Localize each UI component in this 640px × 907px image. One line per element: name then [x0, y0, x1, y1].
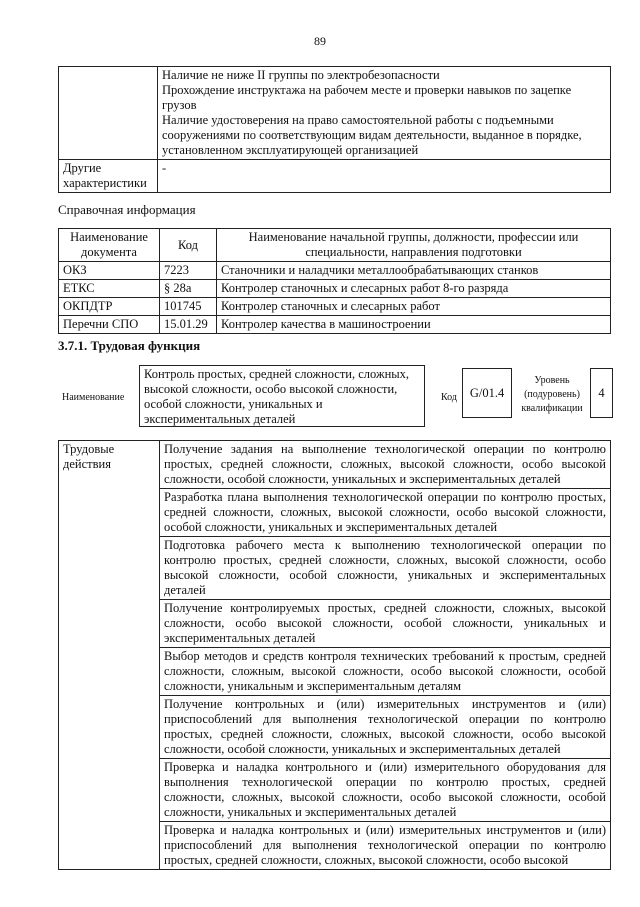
qualification-level-box: 4 — [590, 368, 613, 418]
function-heading: 3.7.1. Трудовая функция — [58, 338, 201, 353]
table-cell: 7223 — [160, 262, 217, 280]
table-row — [59, 298, 611, 316]
labor-actions-table — [58, 440, 611, 870]
table-cell: Перечни СПО — [59, 316, 160, 334]
action-item: Проверка и наладка контрольных и (или) измерительных инструментов и (или) приспособлений для выполнения технологической операции по контролю простых, средней сложности, сложных, высокой сложности, особо высокой — [160, 822, 611, 870]
table-row — [59, 441, 611, 489]
table-cell: ОКЗ — [59, 262, 160, 280]
row-content — [158, 67, 611, 160]
table-cell: ЕТКС — [59, 280, 160, 298]
requirement-line: Наличие удостоверения на право самостоятельной работы с подъемными сооружениями по соответствующим видам деятельности, выданное в порядке, установленном эксплуатирующей организацией — [162, 113, 582, 157]
table-cell: § 28а — [160, 280, 217, 298]
row-content: - — [158, 160, 611, 193]
table-cell: ОКПДТР — [59, 298, 160, 316]
requirement-line: Прохождение инструктажа на рабочем месте и проверки навыков по зацепке грузов — [162, 83, 572, 112]
qualification-level-label: Уровень (подуровень) квалификации — [521, 375, 583, 414]
table-row — [59, 160, 611, 193]
requirements-table — [58, 66, 611, 193]
column-header: Код — [160, 229, 217, 262]
table-row — [59, 280, 611, 298]
function-code-label: Код — [441, 392, 457, 403]
column-header: Наименование начальной группы, должности, профессии или специальности, направления подготовки — [217, 229, 611, 262]
table-cell: 101745 — [160, 298, 217, 316]
requirement-line: Наличие не ниже II группы по электробезопасности — [162, 68, 440, 82]
table-cell: Контролер станочных и слесарных работ 8-го разряда — [217, 280, 611, 298]
table-cell: Контролер качества в машиностроении — [217, 316, 611, 334]
function-name-box: Контроль простых, средней сложности, сложных, высокой сложности, особо высокой сложности, особой сложности, уникальных и экспериментальных деталей — [139, 365, 425, 427]
action-item: Получение контролируемых простых, средней сложности, сложных, высокой сложности, особо высокой сложности, особой сложности, уникальных и экспериментальных деталей — [160, 600, 611, 648]
table-row — [59, 262, 611, 280]
column-header: Наименование документа — [59, 229, 160, 262]
table-cell: 15.01.29 — [160, 316, 217, 334]
table-row — [59, 316, 611, 334]
action-item: Выбор методов и средств контроля технических требований к простым, средней сложности, сложным, высокой сложности, особо высокой сложности, особой сложности, уникальным и экспериментальным деталям — [160, 648, 611, 696]
row-label: Другие характеристики — [59, 160, 158, 193]
function-name-label: Наименование — [62, 392, 125, 403]
action-item: Проверка и наладка контрольного и (или) измерительного оборудования для выполнения технологической операции по контролю простых, средней сложности, сложных, высокой сложности, особо высокой сложности, особой сложности, уникальных и экспериментальных деталей — [160, 759, 611, 822]
action-item: Разработка плана выполнения технологической операции по контролю простых, средней сложности, сложных, высокой сложности, особо высокой сложности, особой сложности, уникальных и экспериментальных деталей — [160, 489, 611, 537]
action-item: Получение контрольных и (или) измерительных инструментов и (или) приспособлений для выполнения технологической операции по контролю простых, средней сложности, сложных, высокой сложности, особо высокой сложности, особой сложности, уникальных и экспериментальных деталей — [160, 696, 611, 759]
table-header-row — [59, 229, 611, 262]
reference-table — [58, 228, 611, 334]
table-row — [59, 67, 611, 160]
actions-label: Трудовые действия — [59, 441, 160, 870]
row-label — [59, 67, 158, 160]
action-item: Получение задания на выполнение технологической операции по контролю простых, средней сложности, сложных, высокой сложности, особо высокой сложности, особой сложности, уникальных и экспериментальных деталей — [160, 441, 611, 489]
table-cell: Контролер станочных и слесарных работ — [217, 298, 611, 316]
table-cell: Станочники и наладчики металлообрабатывающих станков — [217, 262, 611, 280]
action-item: Подготовка рабочего места к выполнению технологической операции по контролю простых, средней сложности, сложных, высокой сложности, особо высокой сложности, особой сложности, уникальных и экспериментальных деталей — [160, 537, 611, 600]
reference-heading: Справочная информация — [58, 202, 196, 217]
function-code-box: G/01.4 — [462, 368, 512, 418]
page-number: 89 — [314, 34, 326, 48]
